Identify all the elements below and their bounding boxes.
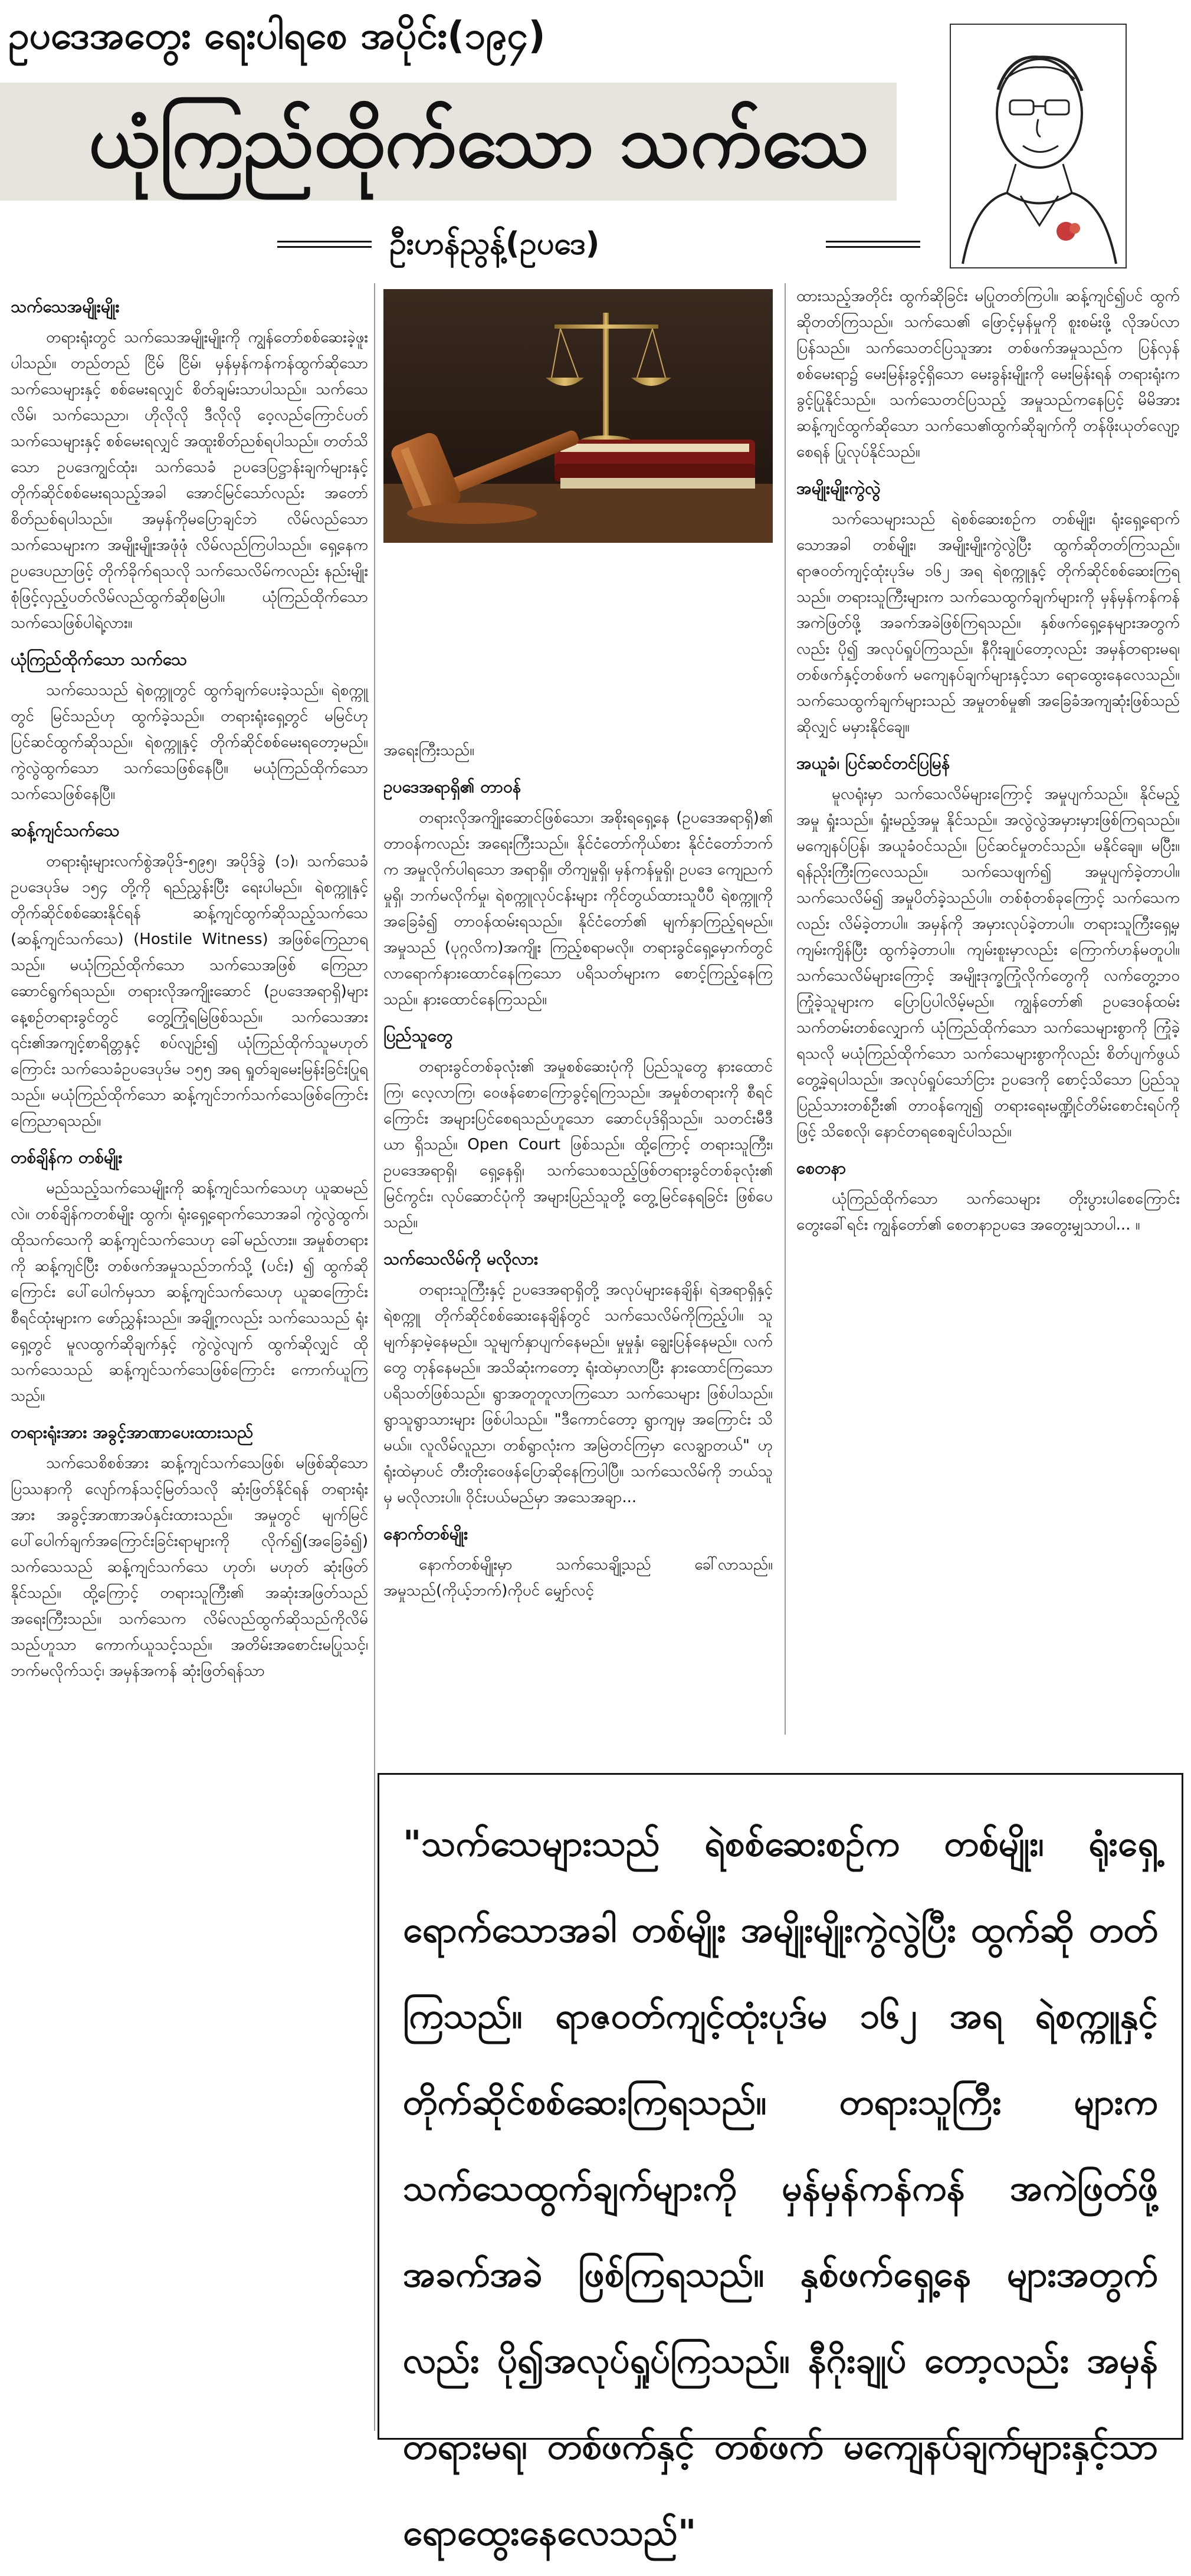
body-paragraph: သက်သေသည် ရဲစက္ကူတွင် ထွက်ချက်ပေးခဲ့သည်။ ရဲစက္ကူတွင် မြင်သည်ဟု ထွက်ခဲ့သည်။ တရားရုံးရှေ့တွင် မမြင်ဟု ပြင်ဆင်ထွက်ဆိုသည်။ ရဲစက္ကူနှင့် တိုက်ဆိုင်စစ်မေးရတော့မည်။ ကွဲလွဲထွက်သော သက်သေဖြစ်နေပြီ။ မယုံကြည်ထိုက်သော သက်သေဖြစ်နေပြီ။: [11, 681, 368, 803]
body-paragraph: သက်သေစိစစ်အား ဆန့်ကျင်သက်သေဖြစ်၊ မဖြစ်ဆိုသော ပြဿနာကို လျော်ကန်သင့်မြတ်သလို ဆုံးဖြတ်နိုင်ရန် တရားရုံးအား အခွင့်အာဏာအပ်နှင်းထားသည်။ အမှုတွင် မျက်မြင်ပေါ်ပေါက်ချက်အကြောင်းခြင်းရာများကို လိုက်၍(အခြေခံ၍) သက်သေသည် ဆန့်ကျင်သက်သေ ဟုတ်၊ မဟုတ် ဆုံးဖြတ်နိုင်သည်။ ထို့ကြောင့် တရားသူကြီး၏ အဆုံးအဖြတ်သည် အရေးကြီးသည်။ သက်သေက လိမ်လည်ထွက်ဆိုသည်ကိုလိမ်သည်ဟူသာ ကောက်ယူသင့်သည်။ အတိမ်းအစောင်းမပြုသင့်၊ ဘက်မလိုက်သင့်၊ အမှန်အကန် ဆုံးဖြတ်ရန်သာ: [11, 1454, 368, 1680]
article-column-2: [383, 738, 773, 1729]
body-paragraph: တရားလိုအကျိုးဆောင်ဖြစ်သော၊ အစိုးရရှေ့နေ (ဥပဒေအရာရှိ)၏ တာဝန်ကလည်း အရေးကြီးသည်။ နိုင်ငံတော်ကိုယ်စား နိုင်ငံတော်ဘက်က အမှုလိုက်ပါရသော အရာရှိ။ တိကျမှုရှိ၊ မှန်ကန်မှုရှိ၊ ဥပဒေ ကျေညက်မှုရှိ၊ ဘက်မလိုက်မှု၊ ရဲစက္ကူလုပ်ငန်းများ ကိုင်တွယ်ထားသူပီပီ ရဲစက္ကူကို အခြေခံ၍ တာဝန်ထမ်းရသည်။ နိုင်ငံတော်၏ မျက်နှာကြည့်ရမည်။ အမှုသည် (ပုဂ္ဂလိက)အကျိုး ကြည့်စရာမလို။ တရားခွင်ရှေ့မှောက်တွင် လာရောက်နားထောင်နေကြသော ပရိသတ်များက စောင့်ကြည့်နေကြသည်။ နားထောင်နေကြသည်။: [383, 809, 773, 1008]
gavel-scales-illustration: [383, 289, 773, 543]
body-paragraph: တရားရုံးတွင် သက်သေအမျိုးမျိုးကို ကျွန်တော်စစ်ဆေးခဲ့ဖူးပါသည်။ တည်တည် ငြိမ် ငြိမ်၊ မှန်မှန်ကန်ကန်ထွက်ဆိုသော သက်သေများနှင့် စစ်မေးရလျှင် စိတ်ချမ်းသာပါသည်။ သက်သေလိမ်၊ သက်သေညာ၊ ဟိုလိုလို ဒီလိုလို ဝေ့လည်ကြောင်ပတ် သက်သေများနှင့် စစ်မေးရလျှင် အထူးစိတ်ညစ်ရပါသည်။ တတ်သိသော ဥပဒေကျွင်ထုံး၊ သက်သေခံ ဥပဒေပြဋ္ဌာန်းချက်များနှင့် တိုက်ဆိုင်စစ်မေးရသည့်အခါ အောင်မြင်သော်လည်း အတော်စိတ်ညစ်ရပါသည်။ အမှန်ကိုမပြောချင်ဘဲ လိမ်လည်သောသက်သေများက အမျိုးမျိုးအဖုံဖုံ လိမ်လည်ကြပါသည်။ ရှေ့နေက ဥပဒေပညာဖြင့် တိုက်ခိုက်ရသလို သက်သေလိမ်ကလည်း နည်းမျိုးစုံဖြင့်လှည့်ပတ်လိမ်လည်ထွက်ဆိုစမြဲပါ။ ယုံကြည်ထိုက်သော သက်သေဖြစ်ပါရဲ့လား။: [11, 329, 368, 632]
section-heading: အမျိုးမျိုးကွဲလွဲ: [796, 479, 881, 498]
byline-rule-left: [277, 241, 372, 248]
body-paragraph: သက်သေများသည် ရဲစစ်ဆေးစဉ်က တစ်မျိုး၊ ရုံးရှေ့ရောက်သောအခါ တစ်မျိုး၊ အမျိုးမျိုးကွဲလွဲပြီး ထွက်ဆိုတတ်ကြသည်။ ရာဇဝတ်ကျင့်ထုံးပုဒ်မ ၁၆၂ အရ ရဲစက္ကူနှင့် တိုက်ဆိုင်စစ်ဆေးကြရသည်။ တရားသူကြီးများက သက်သေထွက်ချက်များကို မှန်မှန်ကန်ကန် အကဲဖြတ်ဖို့ အခက်အခဲဖြစ်ကြရသည်။ နှစ်ဖက်ရှေ့နေများအတွက်လည်း ပို၍ အလုပ်ရှုပ်ကြသည်။ နီဂိုးချုပ်တော့လည်း အမှန်တရားမရ၊ တစ်ဖက်နှင့်တစ်ဖက် မကျေနပ်ချက်များနှင့်သာ ရောထွေးနေလေသည်။ သက်သေထွက်ချက်များသည် အမှုတစ်မှု၏ အခြေခံအကျဆုံးဖြစ်သည်ဆိုလျှင် မမှားနိုင်ချေ။: [796, 510, 1180, 736]
section-heading: သက်သေအမျိုးမျိုး: [11, 297, 120, 316]
section-heading: အယူခံ၊ ပြင်ဆင်တင်ပြမြန်: [796, 753, 950, 773]
body-paragraph: တရားသူကြီးနှင့် ဥပဒေအရာရှိတို့ အလုပ်များနေချိန်၊ ရဲအရာရှိနှင့် ရဲစက္ကူ တိုက်ဆိုင်စစ်ဆေးနေချိန်တွင် သက်သေလိမ်ကိုကြည့်ပါ။ သူမျက်နှာမဲ့နေမည်။ သူမျက်နှာပျက်နေမည်။ မှုမှုနှံ၊ ချွေးပြန်နေမည်။ လက်တွေ တုန်နေမည်။ အသိဆုံးကတော့ ရုံးထဲမှာလာပြီး နားထောင်ကြသော ပရိသတ်ဖြစ်သည်။ ရွာအတူတူလာကြသော သက်သေများ ဖြစ်ပါသည်။ ရွာသူရွာသားများ ဖြစ်ပါသည်။ "ဒီကောင်တော့ ရွာကျမှ အကြောင်း သိမယ်။ လူလိမ်လူညာ၊ တစ်ရွာလုံးက အမြဲတင်ကြမှာ လေချွာတယ်" ဟု ရုံးထဲမှာပင် တီးတိုးဝေဖန်ပြောဆိုနေကြပါပြီ။ သက်သေလိမ်ကို ဘယ်သူမှ မလိုလားပါ။ ဝိုင်းပယ်မည်မှာ အသေအချာ...: [383, 1281, 773, 1506]
byline: [277, 224, 926, 266]
article-column-1: [11, 283, 368, 2431]
section-heading: နောက်တစ်မျိုး: [383, 1524, 468, 1543]
article-column-3: [796, 283, 1180, 1729]
author-name: ဦးဟန်ညွန့်(ဥပဒေ): [389, 226, 600, 261]
pull-quote: "သက်သေများသည် ရဲစစ်ဆေးစဉ်က တစ်မျိုး၊ ရုံးရှေ့ ရောက်သောအခါ တစ်မျိုး အမျိုးမျိုးကွဲလွဲပြီး ထွက်ဆို တတ်ကြသည်။ ရာဇဝတ်ကျင့်ထုံးပုဒ်မ ၁၆၂ အရ ရဲစက္ကူနှင့် တိုက်ဆိုင်စစ်ဆေးကြရသည်။ တရားသူကြီး များက သက်သေထွက်ချက်များကို မှန်မှန်ကန်ကန် အကဲဖြတ်ဖို့ အခက်အခဲ ဖြစ်ကြရသည်။ နှစ်ဖက်ရှေ့နေ များအတွက်လည်း ပို၍အလုပ်ရှုပ်ကြသည်။ နီဂိုးချုပ် တော့လည်း အမှန်တရားမရ၊ တစ်ဖက်နှင့် တစ်ဖက် မကျေနပ်ချက်များနှင့်သာ ရောထွေးနေလေသည်": [378, 1773, 1183, 2440]
body-paragraph: မူလရုံးမှာ သက်သေလိမ်များကြောင့် အမှုပျက်သည်။ နိုင်မည့်အမှု ရှုံးသည်။ ရှုံးမည့်အမှု နိုင်သည်။ အလွဲလွဲအမှားမှားဖြစ်ကြရသည်။ မကျေနပ်ပြန်၊ အယူခံဝင်သည်။ ပြင်ဆင်မှုတင်သည်။ မနိုင်ချေ။ မပြီး။ ရန်ညိုးကြီးကြလေသည်။ သက်သေဖျက်၍ အမှုပျက်ခဲ့တာပါ။ သက်သေလိမ်၍ အမှုပိတ်ခဲ့သည်ပါ။ တစ်စုံတစ်ခုကြောင့် သက်သေကလည်း လိမ်ခဲ့တာပါ။ အမှန်ကို အမှားလုပ်ခဲ့တာပါ။ တရားသူကြီးရှေ့မှ ကျမ်းကျိန်ပြီး ထွက်ခဲ့တာပါ။ ကျမ်းစူးမှာလည်း ကြောက်ဟန်မတူပါ။ သက်သေလိမ်များကြောင့် အမျိုးဒုက္ခကြုံလိုက်တွေကို လက်တွေ့ဘဝ ကြုံခဲ့သူများက ပြောပြပါလိမ့်မည်။ ကျွန်တော်၏ ဥပဒေဝန်ထမ်း သက်တမ်းတစ်လျှောက် ယုံကြည်ထိုက်သော သက်သေများစွာကို ကြုံခဲ့ရသလို မယုံကြည်ထိုက်သော သက်သေများစွာကိုလည်း စိတ်ပျက်ဖွယ် တွေ့ခဲ့ရပါသည်။ အလုပ်ရှုပ်သော်ငြား ဥပဒေကို စောင့်သိသော ပြည်သူ ပြည်သားတစ်ဦး၏ တာဝန်ကျေ၍ တရားရေးမဏ္ဍိုင်တိမ်းစောင်းရပ်ကိုဖြင့် သိစေလို၊ နောင်တရစေချင်ပါသည်။: [796, 785, 1180, 1140]
section-heading: ဆန့်ကျင်သက်သေ: [11, 821, 120, 840]
body-paragraph: တရားခွင်တစ်ခုလုံး၏ အမှုစစ်ဆေးပုံကို ပြည်သူတွေ နားထောင်ကြ၊ လေ့လာကြ၊ ဝေဖန်စောကြောခွင့်ရကြသည်။ အမှုစ်တရားကို စီရင်ကြောင်း အများပြင်စေရသည်ဟူသော ဆောင်ပုဒ်ရှိသည်။ သတင်းမီဒီယာ ရှိသည်။ Open Court ဖြစ်သည်။ ထို့ကြောင့် တရားသူကြီး၊ ဥပဒေအရာရှိ၊ ရှေ့နေရှိ၊ သက်သေစသည့်ဖြစ်တရားခွင်တစ်ခုလုံး၏ မြင်ကွင်း၊ လုပ်ဆောင်ပုံကို အများပြည်သူတို့ တွေ့မြင်နေရခြင်း ဖြစ်ပေသည်။: [383, 1058, 773, 1231]
body-paragraph: ယုံကြည်ထိုက်သော သက်သေများ တိုးပွားပါစေကြောင်း တွေးခေါ်ရင်း ကျွန်တော်၏ စေတနာဥပဒေ အတွေးမျှသာပါ... ။: [796, 1190, 1180, 1234]
body-paragraph: မည်သည့်သက်သေမျိုးကို ဆန့်ကျင်သက်သေဟု ယူဆမည်လဲ။ တစ်ချိန်ကတစ်မျိုး ထွက်၊ ရုံးရှေ့ရောက်သောအခါ ကွဲလွဲထွက်၊ ထိုသက်သေကို ဆန့်ကျင်သက်သေဟု ခေါ်မည်လား။ အမှုစ်တရားကို ဆန့်ကျင်ပြီး တစ်ဖက်အမှုသည်ဘက်သို့ (ပင်း) ၍ ထွက်ဆိုကြောင်း ပေါ်ပေါက်မှသာ ဆန့်ကျင်သက်သေဟု ယူဆကြောင်း စီရင်ထုံးများက ဖော်ညွှန်းသည်။ အချို့ကလည်း သက်သေသည် ရုံးရှေ့တွင် မူလထွက်ဆိုချက်နှင့် ကွဲလွဲလျက် ထွက်ဆိုလျှင် ထိုသက်သေသည် ဆန့်ကျင်သက်သေဖြစ်ကြောင်း ကောက်ယူကြသည်။: [11, 1179, 368, 1405]
body-paragraph: အရေးကြီးသည်။: [383, 742, 475, 759]
body-paragraph: နောက်တစ်မျိုးမှာ သက်သေချို့သည် ခေါ်လာသည်။ အမှုသည်(ကိုယ့်ဘက်)ကိုပင် မျှော်လင့်: [383, 1556, 773, 1600]
section-heading: ပြည်သူတွေ: [383, 1026, 453, 1046]
section-heading: စေတနာ: [796, 1158, 847, 1178]
body-paragraph: တရားရုံးများလက်စွဲအပိုဒ်-၅၉၅၊ အပိုဒ်ခွဲ (၁)၊ သက်သေခံဥပဒေပုဒ်မ ၁၅၄ တို့ကို ရည်ညွှန်းပြီး ရေးပါမည်။ ရဲစက္ကူနှင့် တိုက်ဆိုင်စစ်ဆေးနိုင်ရန် ဆန့်ကျင်ထွက်ဆိုသည့်သက်သေ (ဆန့်ကျင်သက်သေ) (Hostile Witness) အဖြစ်ကြေညာရသည်။ မယုံကြည်ထိုက်သော သက်သေအဖြစ် ကြေညာဆောင်ရွက်ရသည်။ တရားလိုအကျိုးဆောင် (ဥပဒေအရာရှိ)များ နေ့စဉ်တရားခွင်တွင် တွေ့ကြုံရမြဲဖြစ်သည်။ သက်သေအား ၎င်း၏အကျင့်စာရိတ္တနှင့် စပ်လျဉ်း၍ ယုံကြည်ထိုက်သူမဟုတ်ကြောင်း သက်သေခံဥပဒေပုဒ်မ ၁၅၅ အရ ရှုတ်ချမေးမြန်းခြင်းပြုရသည်။ မယုံကြည်ထိုက်သော ဆန့်ကျင်ဘက်သက်သေဖြစ်ကြောင်း ကြေညာရသည်။: [11, 853, 368, 1130]
column-divider-1: [374, 283, 375, 2431]
body-paragraph: ထားသည့်အတိုင်း ထွက်ဆိုခြင်း မပြုတတ်ကြပါ။ ဆန့်ကျင်၍ပင် ထွက်ဆိုတတ်ကြသည်။ သက်သေ၏ ဖြောင့်မှန်မှုကို စူးစမ်းဖို့ လိုအပ်လာပြန်သည်။ သက်သေတင်ပြသူအား တစ်ဖက်အမှုသည်က ပြန်လှန်စစ်မေးရာ၌ မေးမြန်းခွင့်ရှိသော မေးခွန်းမျိုးကို မေးမြန်းရန် တရားရုံးက ခွင့်ပြုနိုင်သည်။ သက်သေတင်ပြသည့် အမှုသည်ကနေပြင့် မိမိအား ဆန့်ကျင်ထွက်ဆိုသော သက်သေ၏ထွက်ဆိုချက်ကို တန်ဖိုးယုတ်လျော့စေရန် ပြုလုပ်နိုင်သည်။: [796, 287, 1180, 461]
article-title: ယုံကြည်ထိုက်သော သက်သေ: [88, 99, 870, 184]
section-heading: သက်သေလိမ်ကို မလိုလား: [383, 1249, 539, 1269]
section-heading: တရားရုံးအား အခွင့်အာဏာပေးထားသည်: [11, 1423, 254, 1442]
author-portrait: [950, 24, 1127, 268]
portrait-sketch: [951, 25, 1126, 267]
section-heading: တစ်ချိန်က တစ်မျိုး: [11, 1148, 123, 1167]
section-heading: ယုံကြည်ထိုက်သော သက်သေ: [11, 650, 187, 669]
series-label: ဥပဒေအတွေး ရေးပါရစေ အပိုင်း(၁၉၄): [8, 14, 546, 58]
gavel-scales-photo: [383, 289, 773, 543]
byline-rule-right: [826, 241, 920, 248]
section-heading: ဥပဒေအရာရှိ၏ တာဝန်: [383, 777, 521, 797]
column-divider-2: [785, 283, 786, 1735]
